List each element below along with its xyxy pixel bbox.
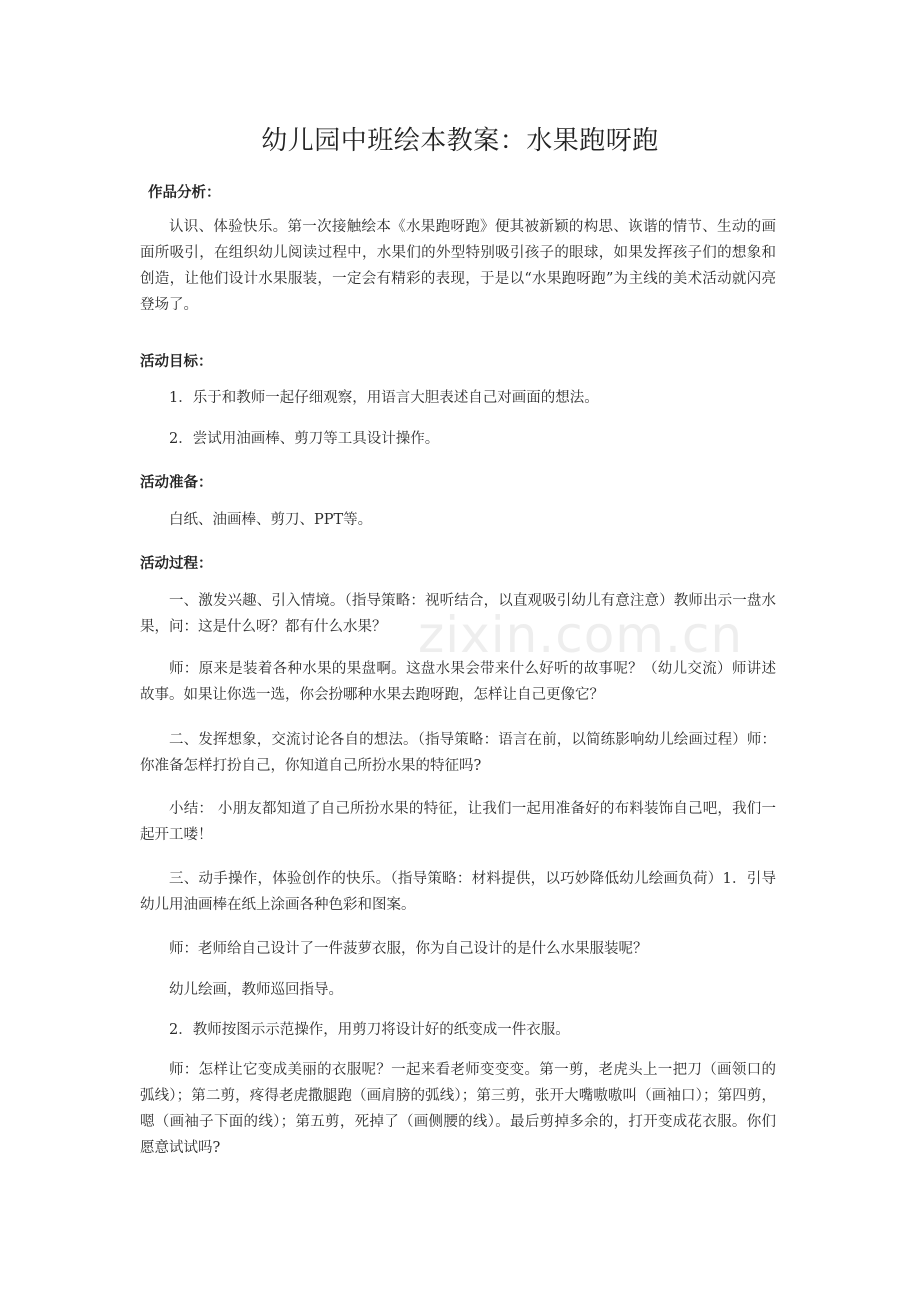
heading-goals: 活动目标：	[140, 354, 213, 370]
paragraph-process-9: 师：怎样让它变成美丽的衣服呢？一起来看老师变变变。第一剪，老虎头上一把刀（画领口的弧线）；第二剪，疼得老虎撒腿跑（画肩膀的弧线）；第三剪，张开大嘴嗷嗷叫（画袖口）；第四剪，嗯（画袖子下面的线）；第五剪，死掉了（画侧腰的线）。最后剪掉多余的，打开变成花衣服。你们愿意试试吗?	[140, 1062, 776, 1156]
paragraph-process-6: 师：老师给自己设计了一件菠萝衣服，你为自己设计的是什么水果服装呢？	[169, 941, 648, 957]
heading-analysis: 作品分析：	[148, 185, 221, 201]
page-title: 幼儿园中班绘本教案：水果跑呀跑	[261, 126, 659, 156]
heading-prep: 活动准备：	[140, 475, 213, 491]
paragraph-process-1: 一、激发兴趣、引入情境。（指导策略：视听结合，以直观吸引幼儿有意注意）教师出示一盘水果，问：这是什么呀？都有什么水果？	[140, 593, 776, 635]
paragraph-process-8: 2．教师按图示示范操作，用剪刀将设计好的纸变成一件衣服。	[169, 1022, 570, 1038]
paragraph-analysis: 认识、体验快乐。第一次接触绘本《水果跑呀跑》便其被新颖的构思、诙谐的情节、生动的画面所吸引，在组织幼儿阅读过程中，水果们的外型特别吸引孩子的眼球，如果发挥孩子们的想象和创造，让他们设计水果服装，一定会有精彩的表现，于是以“水果跑呀跑”为主线的美术活动就闪亮登场了。	[140, 219, 776, 313]
paragraph-process-5: 三、动手操作，体验创作的快乐。（指导策略：材料提供，以巧妙降低幼儿绘画负荷）1．引导幼儿用油画棒在纸上涂画各种色彩和图案。	[140, 871, 776, 913]
paragraph-goal-2: 2．尝试用油画棒、剪刀等工具设计操作。	[169, 431, 440, 447]
paragraph-process-7: 幼儿绘画，教师巡回指导。	[169, 982, 343, 998]
paragraph-process-2: 师：原来是装着各种水果的果盘啊。这盘水果会带来什么好听的故事呢？（幼儿交流）师讲述故事。如果让你选一选，你会扮哪种水果去跑呀跑，怎样让自己更像它？	[140, 661, 776, 703]
paragraph-prep: 白纸、油画棒、剪刀、PPT等。	[169, 512, 373, 528]
paragraph-process-4: 小结： 小朋友都知道了自己所扮水果的特征，让我们一起用准备好的布料装饰自己吧，我们一起开工喽！	[140, 801, 776, 843]
paragraph-goal-1: 1．乐于和教师一起仔细观察，用语言大胆表述自己对画面的想法。	[169, 390, 599, 406]
heading-process: 活动过程：	[140, 556, 213, 572]
watermark: zixin.com.cn	[418, 606, 744, 664]
paragraph-process-3: 二、发挥想象，交流讨论各自的想法。（指导策略：语言在前，以简练影响幼儿绘画过程）师：你准备怎样打扮自己，你知道自己所扮水果的特征吗?	[140, 732, 776, 774]
